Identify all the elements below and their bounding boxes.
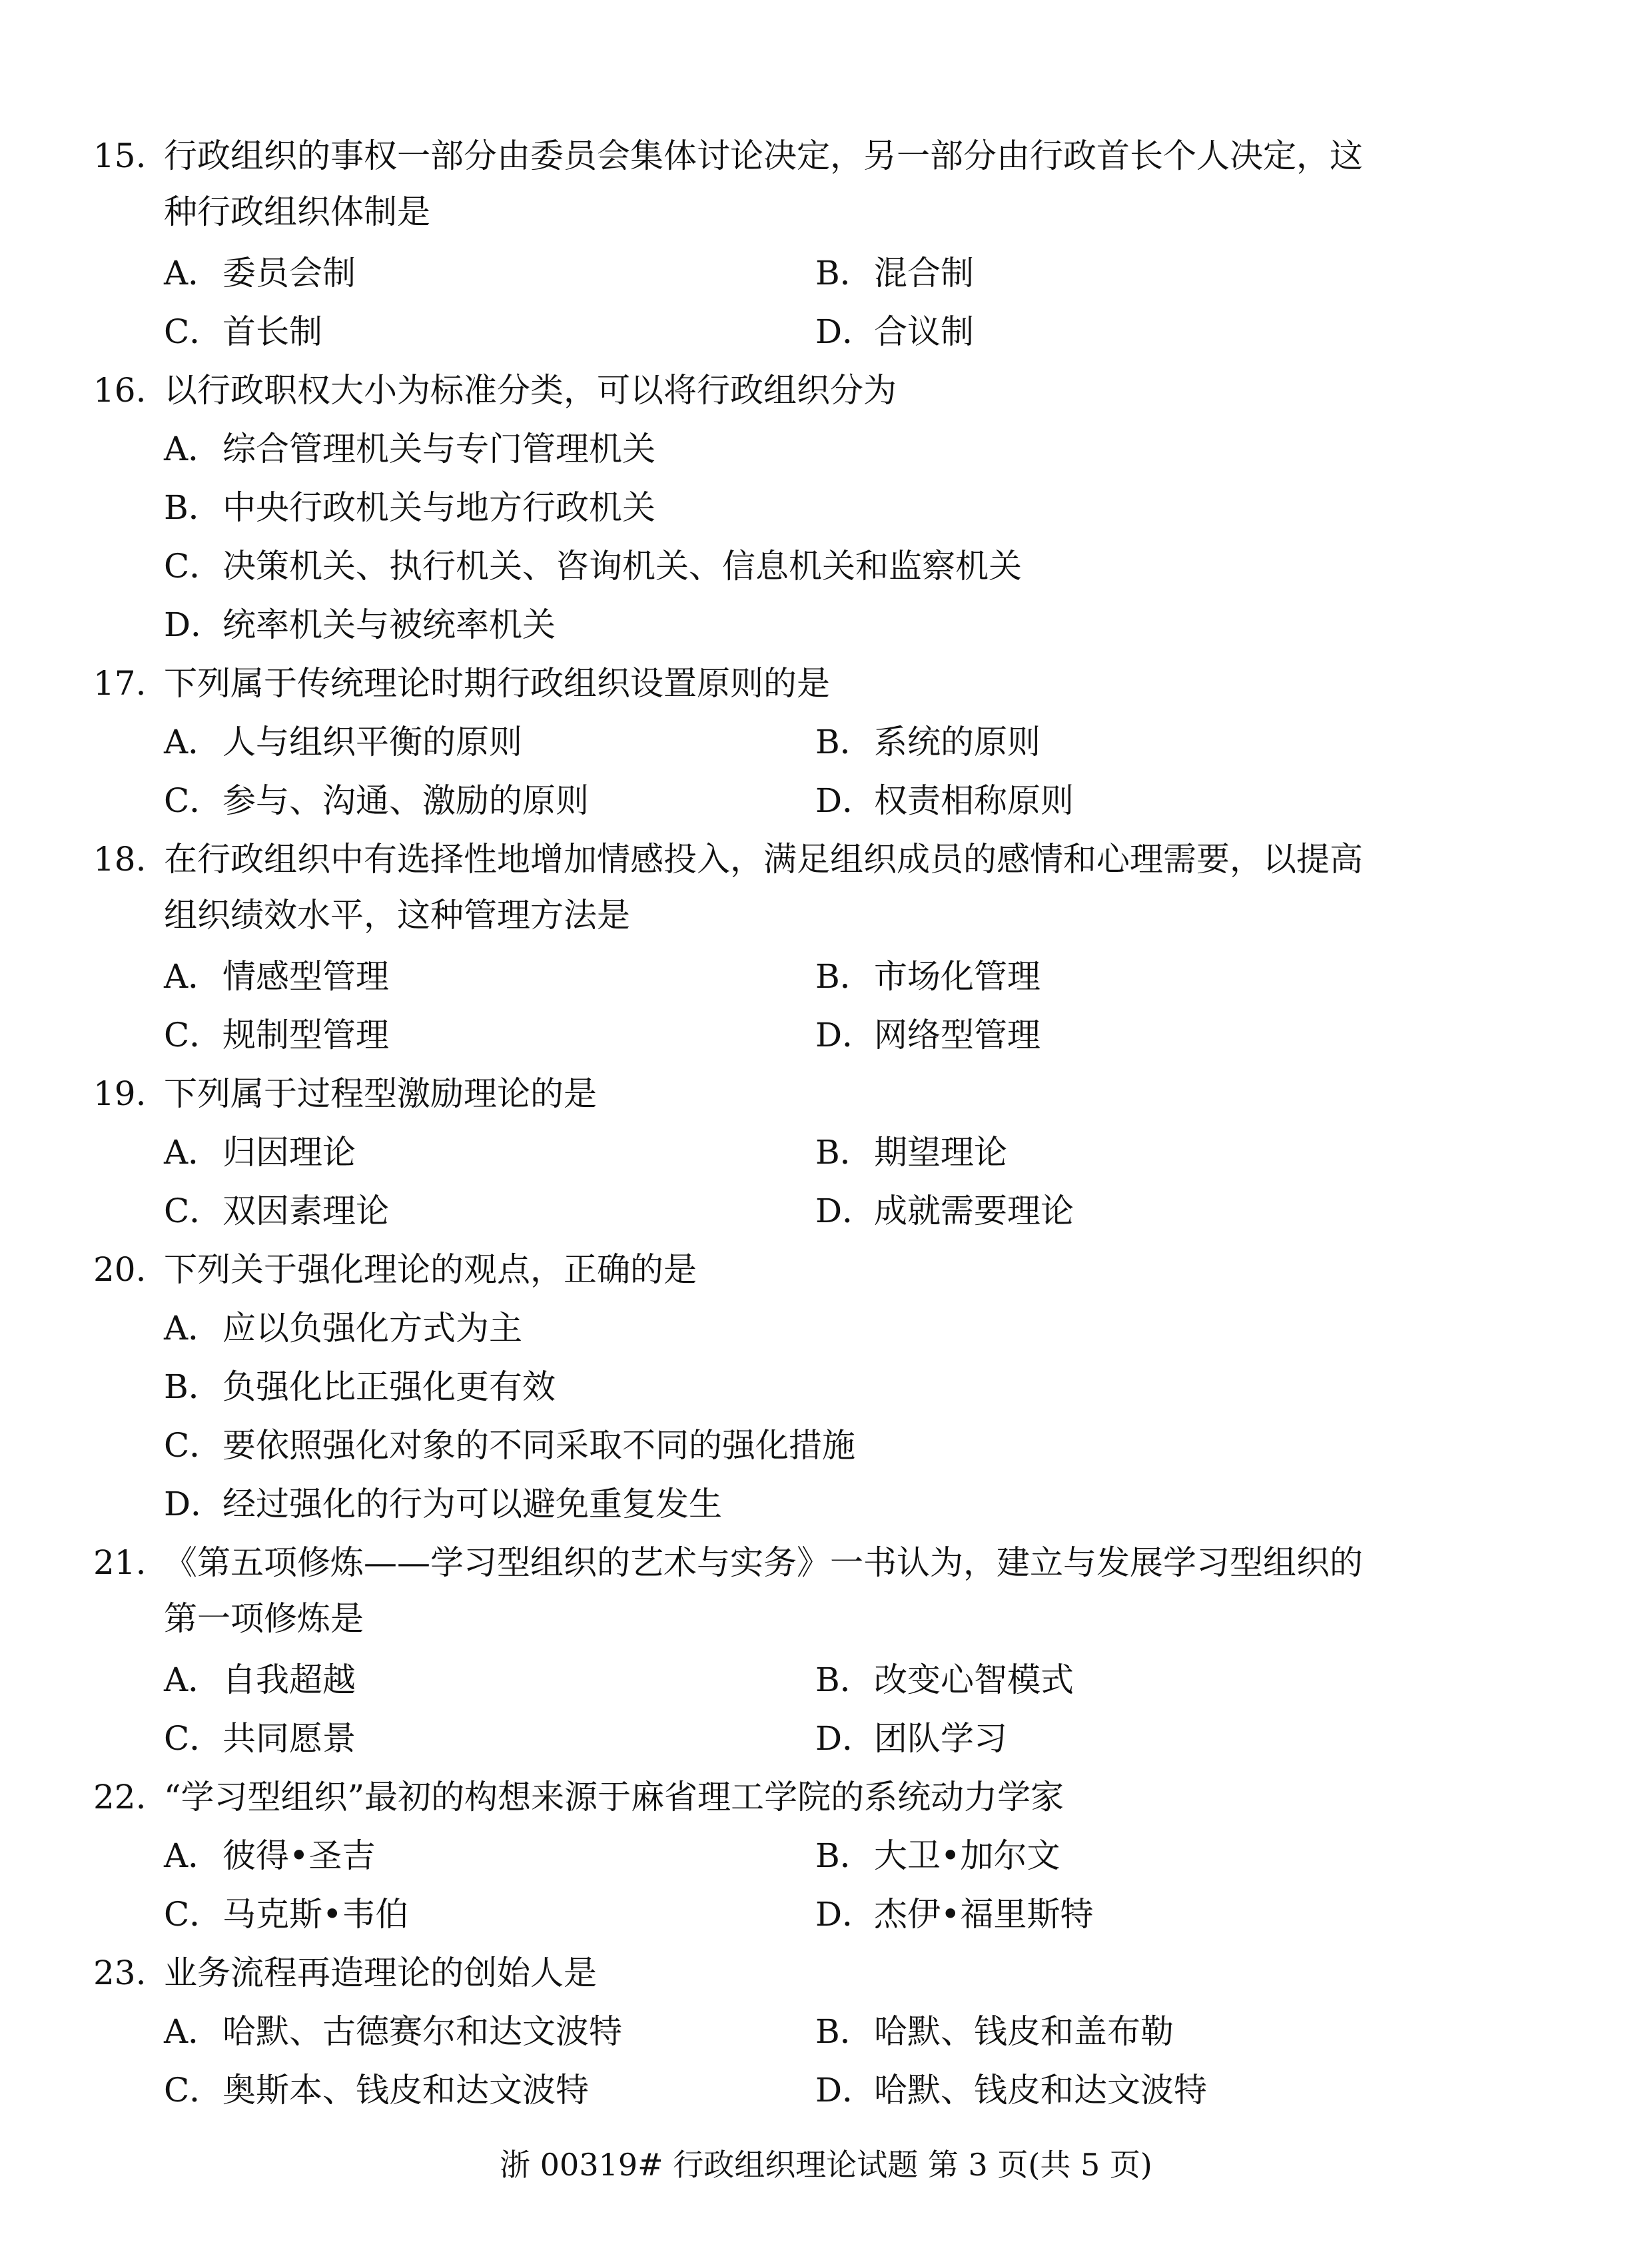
option-text: 参与、沟通、激励的原则: [222, 781, 589, 820]
question-number: 16.: [93, 371, 147, 410]
option-text: 自我超越: [222, 1661, 356, 1699]
option-b: B．混合制: [815, 254, 974, 292]
option-text: 系统的原则: [874, 723, 1040, 761]
option-d: D．团队学习: [815, 1719, 1007, 1758]
option-text: 杰伊•福里斯特: [874, 1895, 1094, 1934]
option-text: 中央行政机关与地方行政机关: [222, 488, 655, 527]
option-a: A．应以负强化方式为主: [164, 1309, 522, 1347]
question-number: 15.: [93, 137, 147, 175]
option-text: 期望理论: [874, 1133, 1007, 1172]
question-text: 下列属于过程型激励理论的是: [164, 1074, 597, 1113]
option-d: D．网络型管理: [815, 1016, 1040, 1054]
question-text: 下列关于强化理论的观点，正确的是: [164, 1250, 697, 1289]
option-c: C．首长制: [164, 312, 322, 351]
option-b: B．市场化管理: [815, 957, 1040, 996]
option-text: 奥斯本、钱皮和达文波特: [222, 2071, 589, 2109]
option-b: B．负强化比正强化更有效: [164, 1367, 556, 1406]
question-number: 21.: [93, 1543, 147, 1582]
option-b: B．中央行政机关与地方行政机关: [164, 488, 655, 527]
option-b: B．改变心智模式: [815, 1661, 1074, 1699]
option-a: A．归因理论: [164, 1133, 356, 1172]
question-19: [93, 1066, 1439, 1122]
question-text: 以行政职权大小为标准分类，可以将行政组织分为: [164, 371, 897, 410]
option-text: 哈默、钱皮和盖布勒: [874, 2012, 1174, 2051]
option-d: D．经过强化的行为可以避免重复发生: [164, 1485, 722, 1523]
option-text: 规制型管理: [222, 1016, 389, 1054]
question-16: [93, 362, 1439, 418]
option-text: 改变心智模式: [874, 1661, 1074, 1699]
question-number: 20.: [93, 1250, 147, 1289]
option-text: 大卫•加尔文: [874, 1836, 1060, 1875]
option-c: C．参与、沟通、激励的原则: [164, 781, 589, 820]
option-text: 归因理论: [222, 1133, 356, 1172]
option-a: A．人与组织平衡的原则: [164, 723, 522, 761]
question-number: 17.: [93, 664, 147, 703]
option-d: D．成就需要理论: [815, 1192, 1074, 1230]
question-15: [93, 128, 1439, 240]
option-text: 人与组织平衡的原则: [222, 723, 522, 761]
option-text: 双因素理论: [222, 1192, 389, 1230]
question-text: 行政组织的事权一部分由委员会集体讨论决定，另一部分由行政首长个人决定，这: [164, 137, 1363, 175]
question-number: 22.: [93, 1778, 147, 1816]
question-number: 23.: [93, 1954, 147, 1992]
option-text: 首长制: [222, 312, 322, 351]
option-text: 要依照强化对象的不同采取不同的强化措施: [222, 1426, 855, 1465]
option-b: B．大卫•加尔文: [815, 1836, 1060, 1875]
option-text: 马克斯•韦伯: [222, 1895, 409, 1934]
option-a: A．综合管理机关与专门管理机关: [164, 430, 655, 468]
question-text: 业务流程再造理论的创始人是: [164, 1954, 597, 1992]
option-d: D．哈默、钱皮和达文波特: [815, 2071, 1207, 2109]
question-17: [93, 655, 1439, 711]
question-text: 下列属于传统理论时期行政组织设置原则的是: [164, 664, 830, 703]
option-d: D．权责相称原则: [815, 781, 1074, 820]
option-text: 委员会制: [222, 254, 356, 292]
option-text: 合议制: [874, 312, 974, 351]
option-text: 彼得•圣吉: [222, 1836, 376, 1875]
option-c: C．双因素理论: [164, 1192, 389, 1230]
option-text: 综合管理机关与专门管理机关: [222, 430, 655, 468]
option-d: D．统率机关与被统率机关: [164, 605, 556, 644]
option-text: 统率机关与被统率机关: [222, 605, 556, 644]
option-text: 共同愿景: [222, 1719, 356, 1758]
option-text: 情感型管理: [222, 957, 389, 996]
option-a: A．哈默、古德赛尔和达文波特: [164, 2012, 622, 2051]
question-text-continued: 种行政组织体制是: [164, 192, 430, 231]
option-text: 经过强化的行为可以避免重复发生: [222, 1485, 722, 1523]
option-text: 成就需要理论: [874, 1192, 1074, 1230]
option-c: C．要依照强化对象的不同采取不同的强化措施: [164, 1426, 855, 1465]
question-21: [93, 1535, 1439, 1647]
option-b: B．系统的原则: [815, 723, 1040, 761]
question-23: [93, 1945, 1439, 2001]
option-a: A．委员会制: [164, 254, 356, 292]
option-d: D．杰伊•福里斯特: [815, 1895, 1094, 1934]
option-a: A．彼得•圣吉: [164, 1836, 376, 1875]
option-text: 混合制: [874, 254, 974, 292]
question-20: [93, 1242, 1439, 1298]
option-text: 哈默、钱皮和达文波特: [874, 2071, 1207, 2109]
option-b: B．期望理论: [815, 1133, 1007, 1172]
option-text: 网络型管理: [874, 1016, 1040, 1054]
question-18: [93, 831, 1439, 943]
option-b: B．哈默、钱皮和盖布勒: [815, 2012, 1174, 2051]
question-text: 《第五项修炼——学习型组织的艺术与实务》一书认为，建立与发展学习型组织的: [164, 1543, 1363, 1582]
option-text: 决策机关、执行机关、咨询机关、信息机关和监察机关: [222, 547, 1022, 585]
option-d: D．合议制: [815, 312, 974, 351]
option-c: C．马克斯•韦伯: [164, 1895, 409, 1934]
option-c: C．共同愿景: [164, 1719, 356, 1758]
question-number: 19.: [93, 1074, 147, 1113]
option-text: 市场化管理: [874, 957, 1040, 996]
option-text: 哈默、古德赛尔和达文波特: [222, 2012, 622, 2051]
question-text-continued: 第一项修炼是: [164, 1599, 364, 1638]
question-text-continued: 组织绩效水平，这种管理方法是: [164, 896, 630, 935]
question-text: “学习型组织”最初的构想来源于麻省理工学院的系统动力学家: [164, 1778, 1064, 1816]
option-text: 权责相称原则: [874, 781, 1074, 820]
page-footer: 浙 00319# 行政组织理论试题 第 3 页(共 5 页): [500, 2147, 1152, 2183]
option-text: 团队学习: [874, 1719, 1007, 1758]
option-c: C．决策机关、执行机关、咨询机关、信息机关和监察机关: [164, 547, 1022, 585]
question-22: [93, 1769, 1439, 1825]
question-text: 在行政组织中有选择性地增加情感投入，满足组织成员的感情和心理需要，以提高: [164, 840, 1363, 879]
option-text: 应以负强化方式为主: [222, 1309, 522, 1347]
option-text: 负强化比正强化更有效: [222, 1367, 556, 1406]
option-a: A．自我超越: [164, 1661, 356, 1699]
option-c: C．奥斯本、钱皮和达文波特: [164, 2071, 589, 2109]
option-c: C．规制型管理: [164, 1016, 389, 1054]
option-a: A．情感型管理: [164, 957, 389, 996]
question-number: 18.: [93, 840, 147, 879]
